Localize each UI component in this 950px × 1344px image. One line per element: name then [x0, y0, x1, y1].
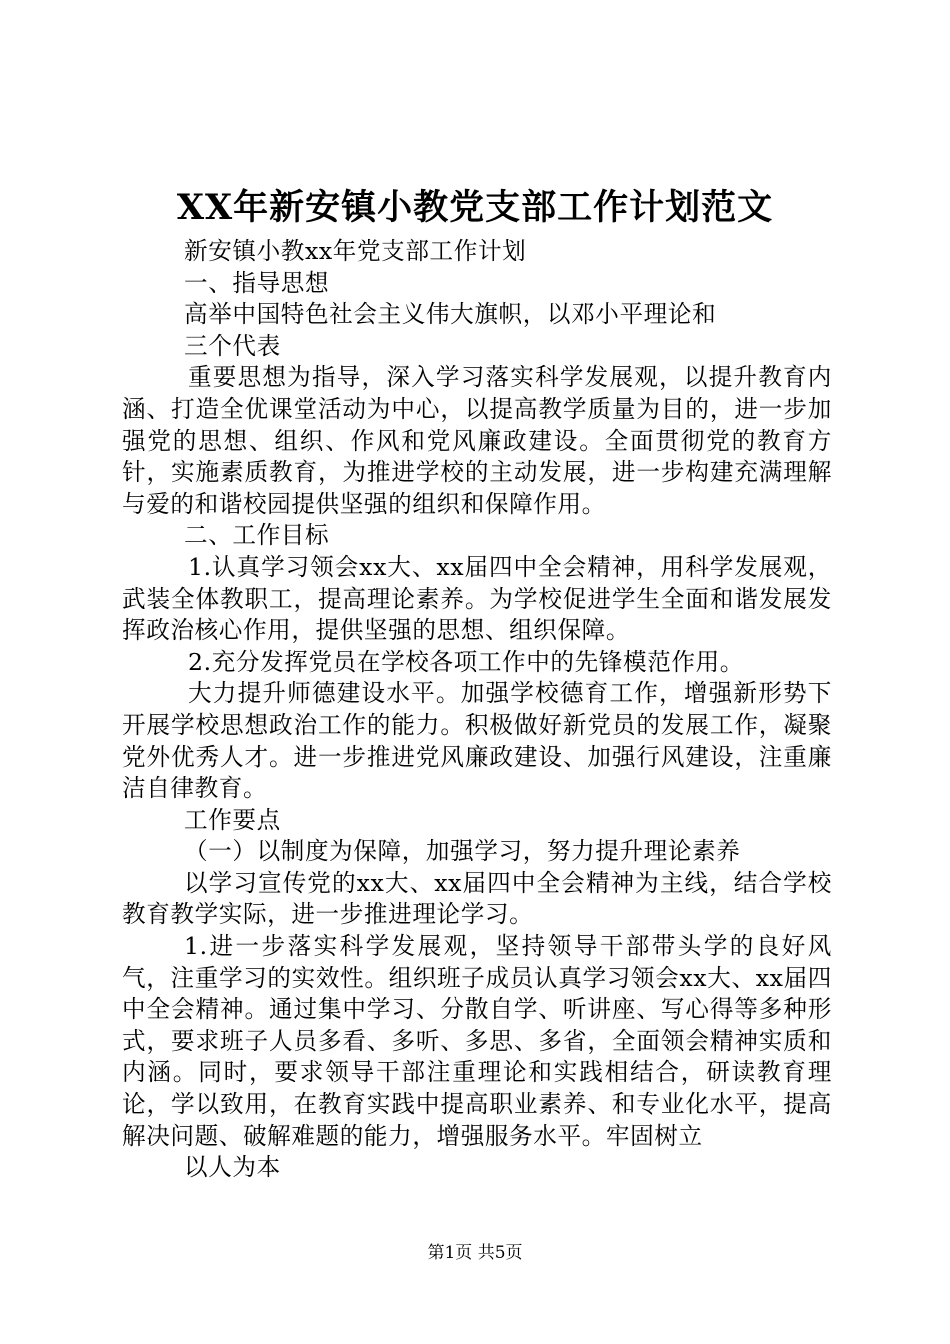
plan-subtitle: 新安镇小教xx年党支部工作计划 [184, 237, 527, 265]
document-body [122, 236, 832, 1184]
section-heading-work-goals: 二、工作目标 [184, 521, 330, 550]
paragraph: 重要思想为指导，深入学习落实科学发展观，以提升教育内涵、打造全优课堂活动为中心，以提高教学质量为目的，进一步加强党的思想、组织、作风和党风廉政建设。全面贯彻党的教育方针，实施素质教育，为推进学校的主动发展，进一步构建充满理解与爱的和谐校园提供坚强的组织和保障作用。 [122, 363, 832, 518]
paragraph: 大力提升师德建设水平。加强学校德育工作，增强新形势下开展学校思想政治工作的能力。积极做好新党员的发展工作，凝聚党外优秀人才。进一步推进党风廉政建设、加强行风建设，注重廉洁自律教育。 [122, 679, 832, 803]
paragraph: 三个代表 [184, 331, 281, 360]
subsection-heading: （一）以制度为保障，加强学习，努力提升理论素养 [184, 837, 741, 866]
section-heading-work-points: 工作要点 [184, 805, 281, 834]
paragraph: 1.认真学习领会xx大、xx届四中全会精神，用科学发展观，武装全体教职工，提高理论素养。为学校促进学生全面和谐发展发挥政治核心作用，提供坚强的思想、组织保障。 [122, 552, 832, 645]
paragraph: 以学习宣传党的xx大、xx届四中全会精神为主线，结合学校教育教学实际，进一步推进理论学习。 [122, 868, 832, 929]
page-number-footer: 第1页 共5页 [427, 1243, 523, 1263]
paragraph: 以人为本 [184, 1153, 281, 1182]
paragraph: 2.充分发挥党员在学校各项工作中的先锋模范作用。 [188, 647, 744, 676]
paragraph: 高举中国特色社会主义伟大旗帜，以邓小平理论和 [184, 300, 717, 329]
section-heading-guiding-ideology: 一、指导思想 [184, 268, 330, 297]
paragraph: 1.进一步落实科学发展观，坚持领导干部带头学的良好风气，注重学习的实效性。组织班子成员认真学习领会xx大、xx届四中全会精神。通过集中学习、分散自学、听讲座、写心得等多种形式，要求班子人员多看、多听、多思、多省，全面领会精神实质和内涵。同时，要求领导干部注重理论和实践相结合，研读教育理论，学以致用，在教育实践中提高职业素养、和专业化水平，提高解决问题、破解难题的能力，增强服务水平。牢固树立 [122, 932, 832, 1150]
document-title: XX年新安镇小教党支部工作计划范文 [176, 187, 774, 228]
